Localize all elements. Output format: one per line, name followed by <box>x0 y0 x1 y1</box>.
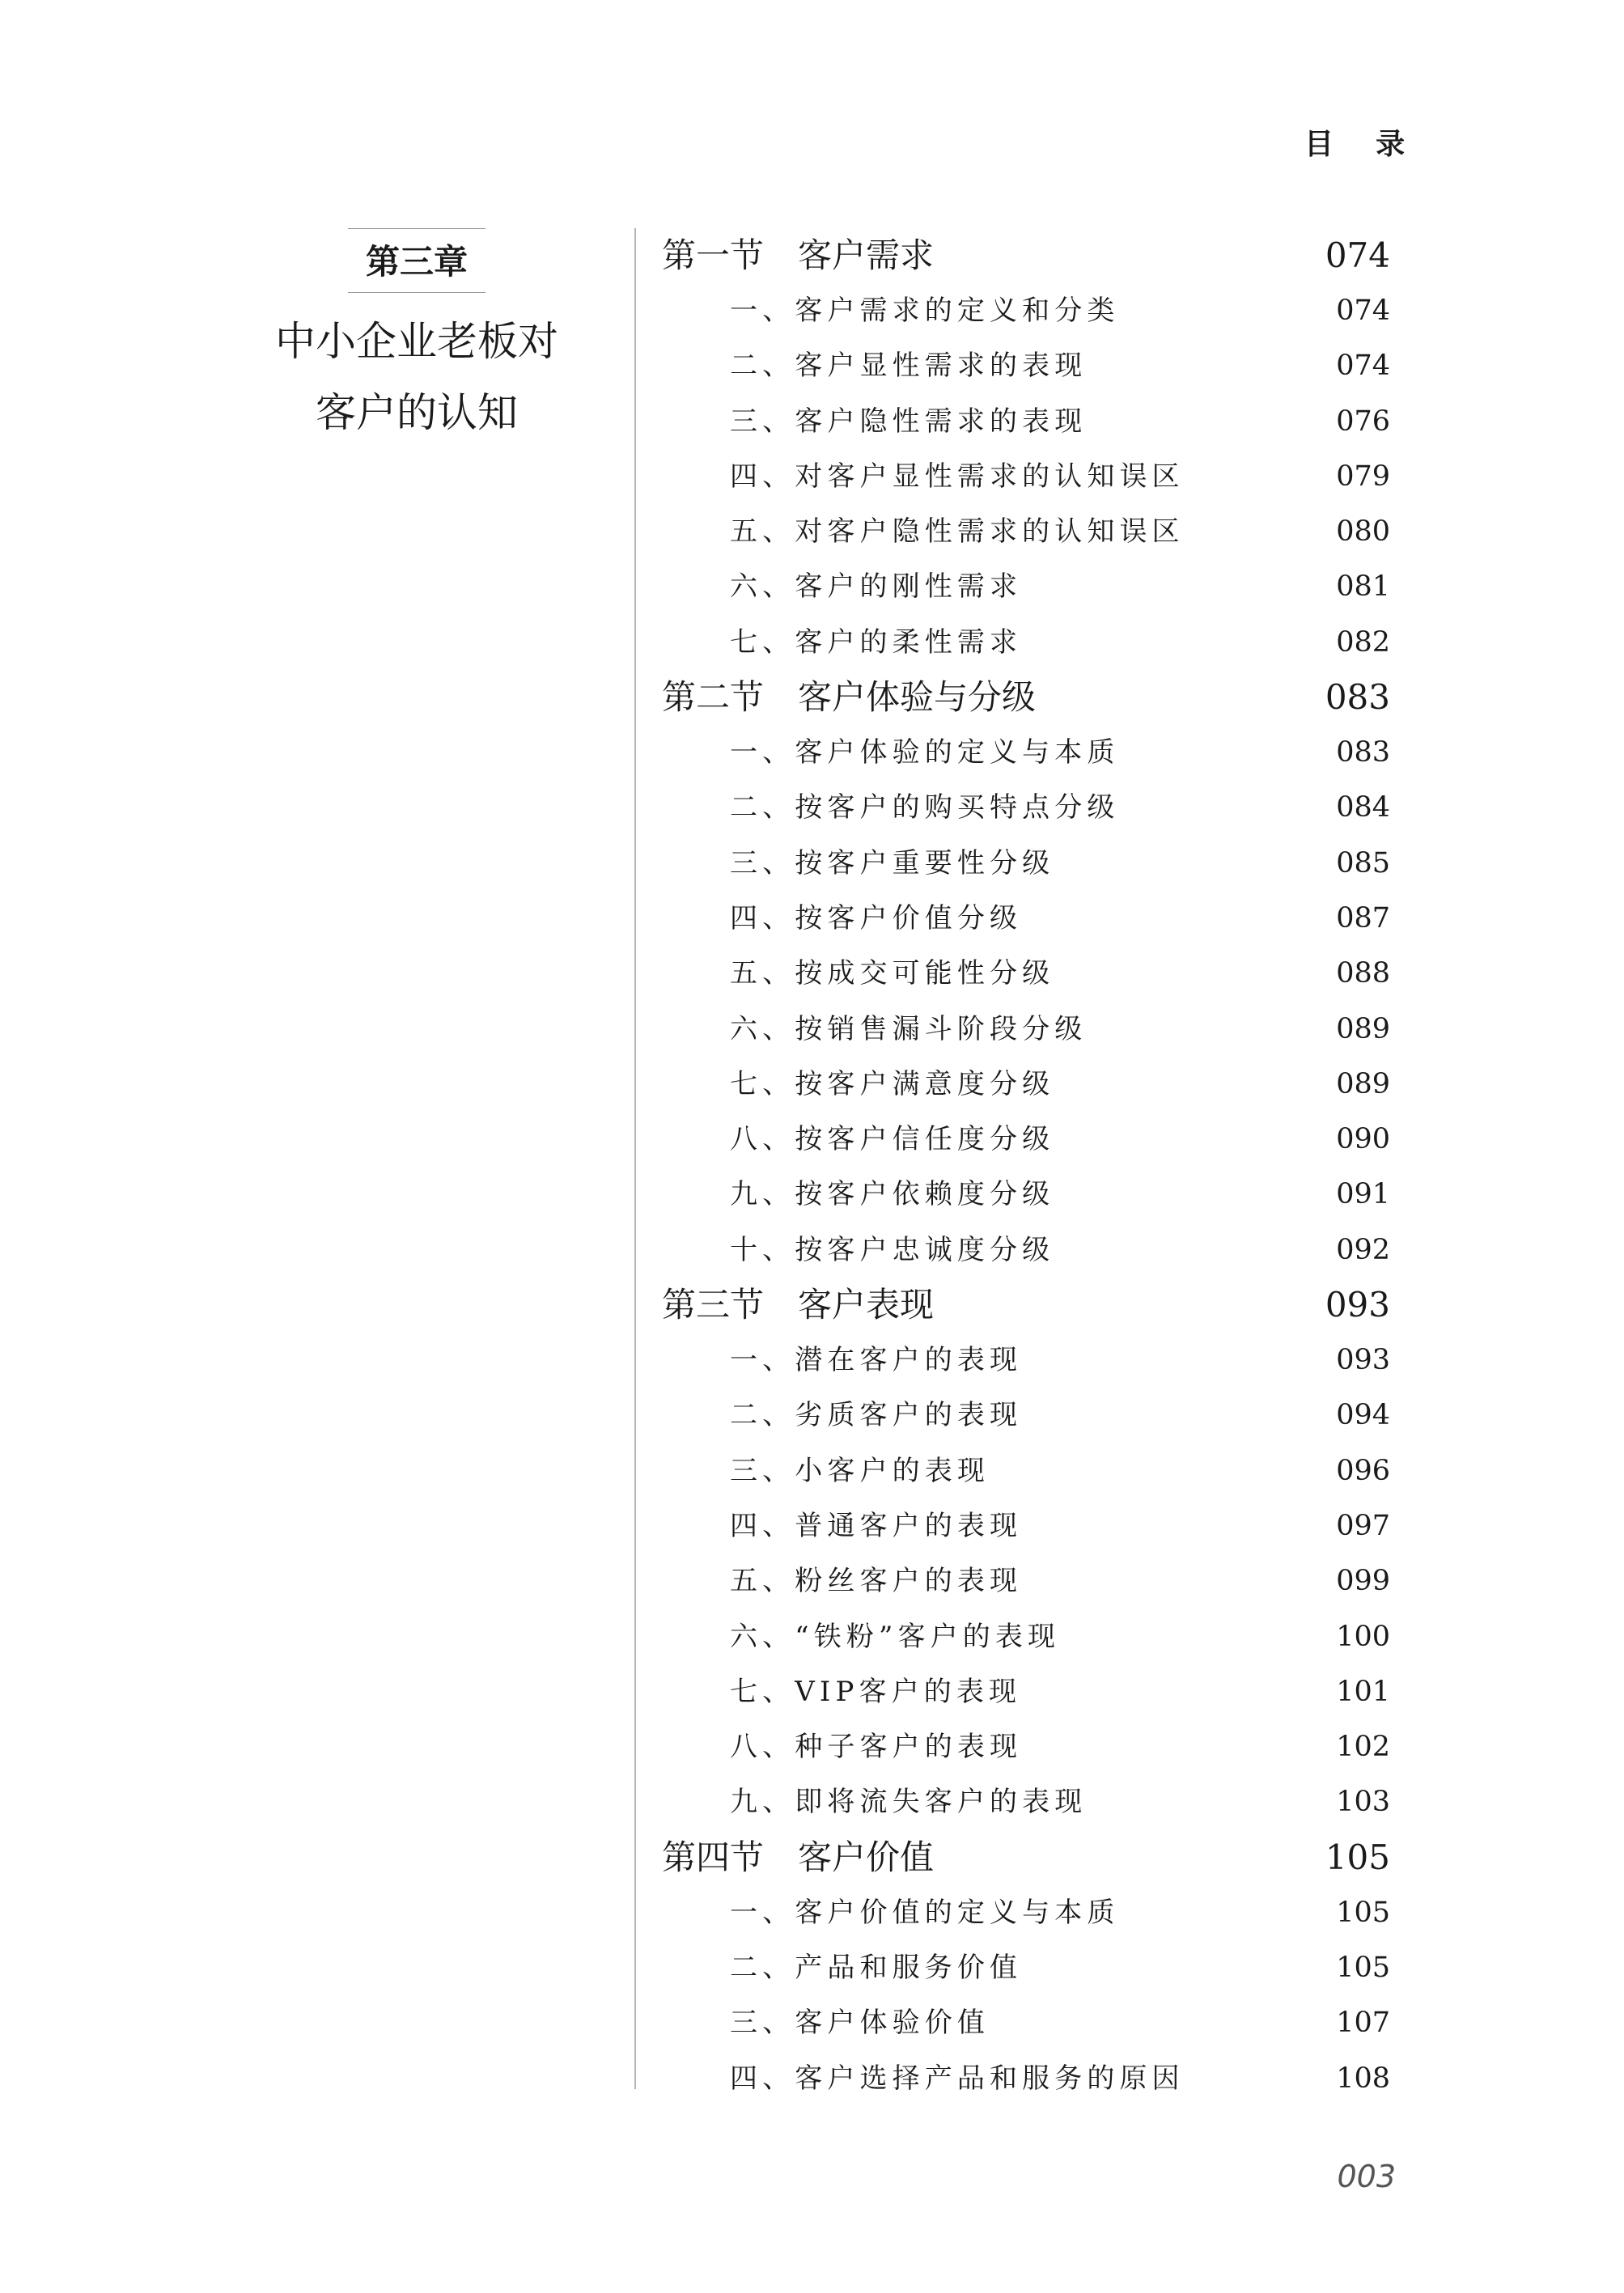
toc-item-title: 一、潜在客户的表现 <box>730 1344 1023 1377</box>
chapter-title-line-2: 客户的认知 <box>316 389 518 436</box>
toc-section-row[interactable] <box>662 670 1390 725</box>
toc-page-number: 074 <box>1336 350 1390 383</box>
toc-item-title: 一、客户需求的定义和分类 <box>730 295 1120 327</box>
toc-page-number: 101 <box>1336 1675 1390 1708</box>
toc-item-title: 三、按客户重要性分级 <box>730 846 1055 879</box>
toc-item-title: 六、按销售漏斗阶段分级 <box>730 1012 1088 1045</box>
toc-item-row[interactable] <box>662 891 1390 946</box>
toc-item-title: 八、按客户信任度分级 <box>730 1123 1055 1156</box>
toc-item-row[interactable] <box>662 1167 1390 1222</box>
toc-section-row[interactable] <box>662 228 1390 283</box>
toc-page-number: 105 <box>1336 1952 1390 1985</box>
toc-page-number: 097 <box>1336 1509 1390 1542</box>
toc-page-number: 091 <box>1336 1178 1390 1211</box>
toc-item-row[interactable] <box>662 1057 1390 1112</box>
toc-section-title: 第二节 客户体验与分级 <box>662 677 1037 718</box>
toc-item-row[interactable] <box>662 1498 1390 1553</box>
toc-item-row[interactable] <box>662 394 1390 449</box>
toc-page-number: 100 <box>1336 1620 1390 1653</box>
toc-page-number: 090 <box>1336 1123 1390 1156</box>
toc-section-title: 第三节 客户表现 <box>662 1285 935 1325</box>
toc-item-title: 十、按客户忠诚度分级 <box>730 1233 1055 1266</box>
toc-page-number: 094 <box>1336 1399 1390 1432</box>
toc-item-title: 五、对客户隐性需求的认知误区 <box>730 515 1185 549</box>
toc-item-title: 四、客户选择产品和服务的原因 <box>730 2062 1185 2095</box>
toc-page-number: 099 <box>1336 1565 1390 1598</box>
toc-page-number: 108 <box>1336 2062 1390 2095</box>
toc-item-title: 一、客户价值的定义与本质 <box>730 1896 1120 1929</box>
chapter-title-line-1: 中小企业老板对 <box>275 318 558 365</box>
toc-page-number: 093 <box>1325 1285 1390 1325</box>
toc-item-title: 六、客户的刚性需求 <box>730 570 1023 604</box>
toc-item-row[interactable] <box>662 615 1390 670</box>
toc-page-number: 087 <box>1336 901 1390 935</box>
toc-section-title: 第一节 客户需求 <box>662 235 935 275</box>
toc-item-title: 七、VIP客户的表现 <box>730 1675 1022 1708</box>
toc-item-title: 四、普通客户的表现 <box>730 1509 1023 1542</box>
toc-item-row[interactable] <box>662 780 1390 835</box>
toc-page-number: 083 <box>1325 677 1390 718</box>
chapter-label: 第三章 <box>348 228 486 293</box>
toc-item-row[interactable] <box>662 338 1390 393</box>
toc-item-row[interactable] <box>662 1002 1390 1057</box>
toc-page-number: 083 <box>1336 736 1390 769</box>
toc-item-row[interactable] <box>662 836 1390 891</box>
toc-page-number: 088 <box>1336 957 1390 990</box>
toc-page-number: 107 <box>1336 2007 1390 2040</box>
toc-item-row[interactable] <box>662 449 1390 504</box>
toc-item-row[interactable] <box>662 1388 1390 1443</box>
toc-page-number: 081 <box>1336 570 1390 604</box>
toc-item-title: 三、客户隐性需求的表现 <box>730 405 1088 438</box>
toc-item-row[interactable] <box>662 1333 1390 1388</box>
chapter-title <box>243 306 591 448</box>
page-number: 003 <box>1337 2159 1396 2194</box>
toc-item-title: 四、按客户价值分级 <box>730 901 1023 935</box>
toc-item-row[interactable] <box>662 559 1390 614</box>
toc-item-row[interactable] <box>662 1995 1390 2050</box>
toc-section-title: 第四节 客户价值 <box>662 1837 935 1877</box>
toc-page-number: 082 <box>1336 625 1390 659</box>
table-of-contents <box>662 228 1390 2106</box>
toc-item-row[interactable] <box>662 1223 1390 1278</box>
toc-item-row[interactable] <box>662 1885 1390 1940</box>
toc-page-number: 105 <box>1336 1896 1390 1929</box>
toc-item-title: 四、对客户显性需求的认知误区 <box>730 460 1185 493</box>
toc-page-number: 089 <box>1336 1012 1390 1045</box>
vertical-divider <box>634 228 636 2089</box>
toc-item-title: 八、种子客户的表现 <box>730 1731 1023 1764</box>
toc-page-number: 103 <box>1336 1786 1390 1819</box>
toc-item-row[interactable] <box>662 504 1390 559</box>
toc-page-number: 089 <box>1336 1067 1390 1100</box>
toc-item-row[interactable] <box>662 1553 1390 1608</box>
toc-page-number: 105 <box>1325 1837 1390 1877</box>
toc-item-row[interactable] <box>662 1609 1390 1664</box>
toc-item-title: 二、按客户的购买特点分级 <box>730 791 1120 824</box>
toc-page-number: 074 <box>1325 235 1390 275</box>
toc-item-row[interactable] <box>662 1774 1390 1829</box>
toc-page-number: 092 <box>1336 1233 1390 1266</box>
toc-item-title: 二、劣质客户的表现 <box>730 1399 1023 1432</box>
toc-page-number: 102 <box>1336 1731 1390 1764</box>
toc-item-row[interactable] <box>662 725 1390 780</box>
toc-item-title: 二、客户显性需求的表现 <box>730 350 1088 383</box>
toc-item-row[interactable] <box>662 1719 1390 1774</box>
toc-item-title: 七、按客户满意度分级 <box>730 1067 1055 1100</box>
toc-item-title: 五、按成交可能性分级 <box>730 957 1055 990</box>
toc-page-number: 074 <box>1336 295 1390 327</box>
toc-page-number: 079 <box>1336 460 1390 493</box>
toc-item-title: 七、客户的柔性需求 <box>730 625 1023 659</box>
toc-item-row[interactable] <box>662 946 1390 1001</box>
toc-page-number: 085 <box>1336 846 1390 879</box>
toc-page-number: 096 <box>1336 1454 1390 1487</box>
toc-item-title: 三、小客户的表现 <box>730 1454 990 1487</box>
toc-item-title: 九、按客户依赖度分级 <box>730 1178 1055 1211</box>
toc-item-row[interactable] <box>662 1940 1390 1995</box>
toc-item-title: 三、客户体验价值 <box>730 2007 990 2040</box>
toc-item-row[interactable] <box>662 283 1390 338</box>
toc-item-title: 六、“铁粉”客户的表现 <box>730 1620 1061 1653</box>
toc-page-number: 093 <box>1336 1344 1390 1377</box>
toc-section-row[interactable] <box>662 1278 1390 1333</box>
toc-section-row[interactable] <box>662 1830 1390 1885</box>
toc-item-title: 二、产品和服务价值 <box>730 1952 1023 1985</box>
toc-page-number: 076 <box>1336 405 1390 438</box>
toc-item-title: 五、粉丝客户的表现 <box>730 1565 1023 1598</box>
toc-page-number: 084 <box>1336 791 1390 824</box>
toc-item-row[interactable] <box>662 1664 1390 1719</box>
running-head: 目 录 <box>1304 128 1421 161</box>
toc-item-title: 一、客户体验的定义与本质 <box>730 736 1120 769</box>
toc-page-number: 080 <box>1336 515 1390 549</box>
toc-item-row[interactable] <box>662 1443 1390 1498</box>
toc-item-row[interactable] <box>662 2051 1390 2106</box>
toc-item-title: 九、即将流失客户的表现 <box>730 1786 1088 1819</box>
toc-item-row[interactable] <box>662 1112 1390 1167</box>
